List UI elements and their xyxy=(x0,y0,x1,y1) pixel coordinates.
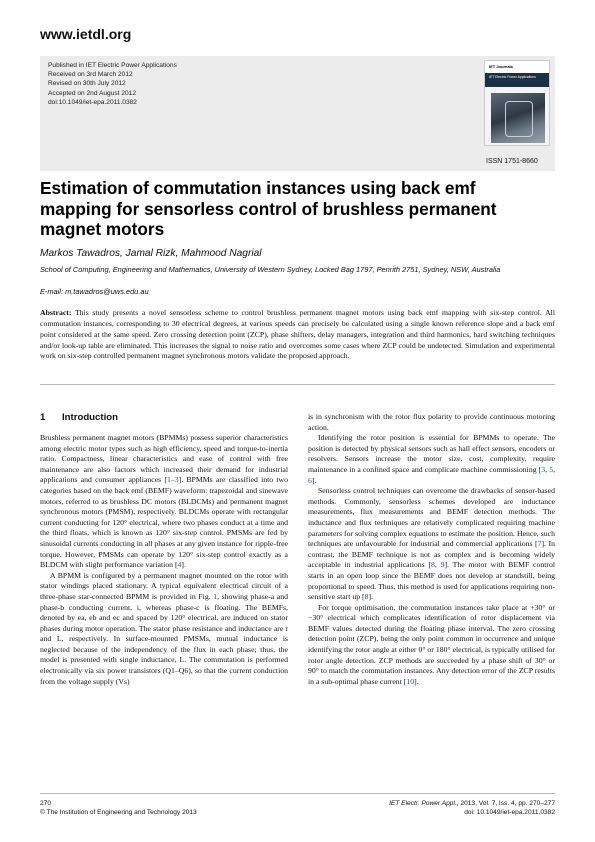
footer-divider xyxy=(40,793,555,794)
abstract xyxy=(40,308,555,362)
right-column xyxy=(308,412,555,687)
paragraph: Brushless permanent magnet motors (BPMMs) possess superior characteristics among electric motor types such as high efficiency, speed and torque-to-inertia ratio. Compactness, linear characteristics and ease of control with free maintenance are also factors which increased their demand for industrial applications and consumer appliances [1–3]. BPMMs are classified into two categories based on the back emf (BEMF) waveform: trapezoidal and sinewave motors, referred to as brushless DC motors (BLDCMs) and permanent magnet synchronous motors (PMSM), respectively. BLDCMs operate with rectangular current conducting for 120° electrical, where two phases conduct at a time and the third floats, which is known as 120° six-step control. PMSMs are fed by sinusoidal currents conducting in all phases at any given instance for ripple-free torque. However, PMSMs can operate by 120° six-step control exactly as a BLDCM with slight performance variation [4]. xyxy=(40,433,288,570)
paragraph: For torque optimisation, the commutation instances take place at +30° or −30° electrical which complicates identification of rotor displacement via BEMF values detected during the floating phase interval. The zero crossing detection point (ZCP), being the only point common in occurrence and unique identifying the rotor angle at either 0° or 180° electrical, is typically utilised for rotor angle detection. ZCP methods are succeeded by a phase shift of 30° or 90° to match the commutation instances. Any detection error of the ZCP results in a sub-optimal phase current [10]. xyxy=(308,602,555,686)
citation-link[interactable]: 7 xyxy=(537,539,542,549)
cover-photo xyxy=(491,93,545,143)
journal-citation: IET Electr. Power Appl., 2013, Vol. 7, Iss. 4, pp. 270–277 xyxy=(389,800,555,807)
citation-link[interactable]: 8 xyxy=(364,592,369,602)
section-number: 1 xyxy=(40,412,46,423)
article-authors: Markos Tawadros, Jamal Rizk, Mahmood Nagrial xyxy=(40,248,262,259)
accepted-date: Accepted on 2nd August 2012 xyxy=(48,89,136,97)
doi-line[interactable]: doi:10.1049/iet-epa.2011.0382 xyxy=(48,98,137,106)
email-label: E-mail: xyxy=(40,287,63,296)
citation-link[interactable]: 8 xyxy=(431,560,435,570)
abstract-text: This study presents a novel sensorless scheme to control brushless permanent magnet motors using back emf mapping with six-step control. All commutation instances, corresponding to 30 electrical degrees, at various speeds can precisely be calculated using a single known reference slope and a back emf point considered at the same speed. Zero crossing detection point (ZCP), phase shifters, delay managers, integration and third harmonics, hard switching techniques and/or look-up table are eliminated. This increases the signal to noise ratio and overcomes some cases where ZCP could be undetected. Simulation and experimental work on six-step controlled permanent magnet synchronous motors validate the proposed approach. xyxy=(40,308,555,361)
figure-link[interactable]: 1 xyxy=(213,591,218,601)
journal-name: IET Electr. Power Appl. xyxy=(389,800,457,807)
paragraph: Identifying the rotor position is essential for BPMMs to operate. The position is detected by physical sensors such as hall effect sensors, encoders or resolvers. Sensors increase the motor size, cost, complexity, require maintenance in a confined space and complicate machine commissioning [3, 5, 6]. xyxy=(308,433,555,485)
author-email[interactable]: m.tawadros@uws.edu.au xyxy=(65,287,149,296)
citation-link[interactable]: 5 xyxy=(549,464,554,474)
journal-cover-image xyxy=(484,60,550,146)
author-affiliation: School of Computing, Engineering and Mathematics, University of Western Sydney, Locked Bag 1797, Penrith 2751, Sydney, NSW, Australia xyxy=(40,265,501,274)
abstract-divider xyxy=(40,384,555,385)
paragraph: A BPMM is configured by a permanent magnet mounted on the rotor with stator windings placed stationary. A typical equivalent electrical circuit of a three-phase star-connected BPMM is provided in Fig. 1, showing phase-a and phase-b conducting current, i, whereas phase-c is floating. The BEMFs, denoted by ea, eb and ec and spaced by 120° electrical, are induced on stator phases during motor operation. The stator phase resistance and inductance are r and L, respectively. In surface-mounted PMSMs, mutual inductance is neglected because of the independency of the flux in each phase; thus, the model is presented with single inductance, L. The commutation is performed electronically via six power transistors (Q1–Q6), so that the current conduction from the voltage supply (Vs) xyxy=(40,570,288,686)
citation-link[interactable]: 6 xyxy=(308,475,312,485)
page-number: 270 xyxy=(40,800,52,807)
left-column xyxy=(40,433,288,687)
footer-doi[interactable]: doi: 10.1049/iet-epa.2011.0382 xyxy=(464,809,555,817)
citation-link[interactable]: 10 xyxy=(406,676,415,686)
article-title: Estimation of commutation instances using back emf mapping for sensorless control of brushless permanent magnet motors xyxy=(40,178,497,239)
site-url[interactable]: www.ietdl.org xyxy=(40,26,132,42)
revised-date: Revised on 30th July 2012 xyxy=(48,80,126,88)
citation-link[interactable]: 1–3 xyxy=(167,475,179,485)
citation-link[interactable]: 3 xyxy=(541,464,546,474)
cover-title: IET Electric Power Applications xyxy=(489,75,536,79)
citation-link[interactable]: 4 xyxy=(177,560,182,570)
published-in: Published in IET Electric Power Applications xyxy=(48,62,177,69)
received-date: Received on 3rd March 2012 xyxy=(48,71,133,79)
section-heading xyxy=(40,412,118,423)
footer-right xyxy=(389,799,555,818)
paragraph: Sensorless control techniques can overcome the drawbacks of sensor-based methods. Commonly, sensorless schemes developed are inductance measurements, flux measurements and BEMF detection methods. The inductance and flux techniques are relatively complicated requiring machine parameters for solving complex equations to estimate the position. Hence, such techniques are unfavourable for industrial and commercial applications [7]. In contrast, the BEMF technique is not as complex and is becoming widely acceptable in industrial applications [8, 9]. The motor with BEMF control starts in an open loop since the BEMF does not develop at standstill, being proportional to speed. Thus, this method is used for applications requiring non-sensitive start up [8]. xyxy=(308,486,555,602)
footer-left xyxy=(40,799,197,818)
citation-link[interactable]: 9 xyxy=(440,560,445,570)
publication-info xyxy=(48,61,177,107)
author-email-line xyxy=(40,287,149,296)
cover-logo: IET Journals xyxy=(489,64,514,69)
copyright: © The Institution of Engineering and Technology 2013 xyxy=(40,809,197,817)
section-title: Introduction xyxy=(62,412,118,423)
paragraph: is in synchronism with the rotor flux polarity to provide continuous motoring action. xyxy=(308,412,555,432)
issn: ISSN 1751-8660 xyxy=(486,158,538,165)
abstract-label: Abstract: xyxy=(40,308,72,317)
